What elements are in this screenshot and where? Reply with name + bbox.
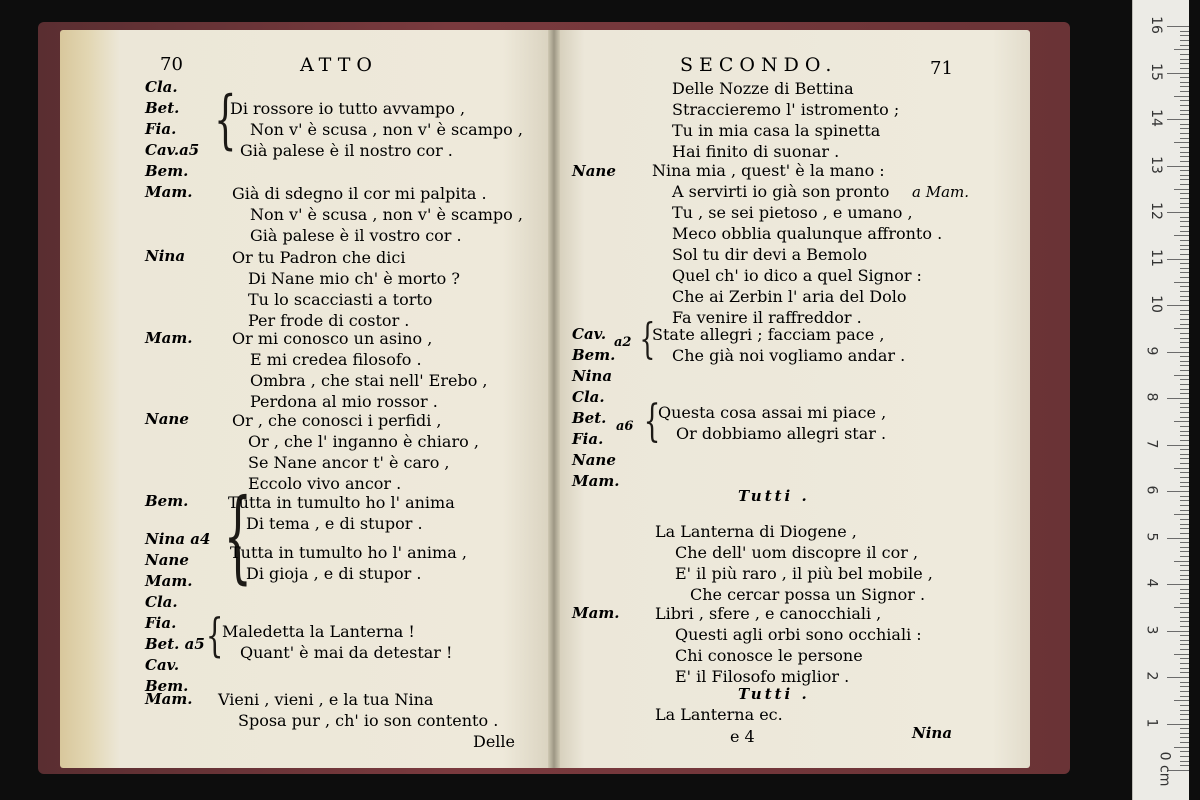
verse-line: Or mi conosco un asino , <box>232 329 433 348</box>
ruler-tick <box>1180 644 1189 645</box>
verse-line: Hai finito di suonar . <box>672 142 840 161</box>
ruler-tick <box>1180 547 1189 548</box>
verse-line: Delle Nozze di Bettina <box>672 79 854 98</box>
ruler-tick <box>1180 482 1189 483</box>
ruler-tick <box>1180 138 1189 139</box>
ruler-tick <box>1180 598 1189 599</box>
speaker-label: Mam. <box>572 604 620 622</box>
ruler-tick <box>1180 254 1189 255</box>
ruler-tick <box>1180 612 1189 613</box>
speaker-label: Nina <box>145 247 186 265</box>
ensemble-brace: { <box>223 477 253 594</box>
ruler-tick <box>1180 324 1189 325</box>
ruler-tick <box>1180 719 1189 720</box>
ruler-label: 1 <box>1143 718 1160 727</box>
verse-line: Tu , se sei pietoso , e umano , <box>672 203 913 222</box>
ruler-tick <box>1167 631 1189 632</box>
verse-line: Quel ch' io dico a quel Signor : <box>672 266 922 285</box>
verse-line: Eccolo vivo ancor . <box>248 474 402 493</box>
ruler-tick <box>1180 310 1189 311</box>
ruler-tick <box>1167 26 1189 27</box>
ruler-tick <box>1180 365 1189 366</box>
ruler-tick <box>1180 384 1189 385</box>
ruler-label: 8 <box>1143 392 1160 402</box>
verse-line: Già palese è il vostro cor . <box>250 226 462 245</box>
verse-line: Che ai Zerbin l' aria del Dolo <box>672 287 907 306</box>
ruler-tick <box>1174 607 1189 608</box>
ruler-tick <box>1180 268 1189 269</box>
verse-line: A servirti io già son pronto <box>672 182 890 201</box>
speaker-label: Cav. <box>572 325 607 343</box>
ruler-tick <box>1180 682 1189 683</box>
ruler-tick <box>1180 556 1189 557</box>
ensemble-brace: { <box>205 608 224 662</box>
ruler-label: 0 cm <box>1156 751 1173 787</box>
verse-line: Per frode di costor . <box>248 311 410 330</box>
ruler-label: 10 <box>1147 295 1164 313</box>
verse-line: Tu lo scacciasti a torto <box>248 290 433 309</box>
ruler-tick <box>1180 496 1189 497</box>
speaker-label: Mam. <box>145 329 193 347</box>
ruler-tick <box>1167 724 1189 725</box>
ruler-tick <box>1180 589 1189 590</box>
ruler-tick <box>1180 110 1189 111</box>
ruler-tick <box>1180 226 1189 227</box>
ruler-tick <box>1180 347 1189 348</box>
ruler-label: 9 <box>1143 346 1160 355</box>
ruler-tick <box>1180 105 1189 106</box>
speaker-label: Bet. <box>145 99 180 117</box>
ruler-tick <box>1180 579 1189 580</box>
ruler-tick <box>1180 314 1189 315</box>
ruler-tick <box>1174 561 1189 562</box>
ruler-tick <box>1180 431 1189 432</box>
ruler-tick <box>1180 91 1189 92</box>
ensemble-brace: { <box>214 83 237 157</box>
speaker-label: Mam. <box>145 690 193 708</box>
ruler-tick <box>1180 277 1189 278</box>
ruler-tick <box>1180 286 1189 287</box>
verse-line: Fa venire il raffreddor . <box>672 308 862 327</box>
ruler-tick <box>1174 142 1189 143</box>
ruler-tick <box>1174 468 1189 469</box>
speaker-label: Fia. <box>145 614 177 632</box>
ruler-tick <box>1180 533 1189 534</box>
ruler-tick <box>1180 393 1189 394</box>
speaker-label: Nina a4 <box>145 530 211 548</box>
speaker-label: Cav. <box>145 656 180 674</box>
verse-line: Non v' è scusa , non v' è scampo , <box>250 120 523 139</box>
speaker-tutti: Tutti . <box>738 487 810 505</box>
ruler-tick <box>1180 463 1189 464</box>
speaker-label: Bem. <box>145 492 189 510</box>
ruler-tick <box>1180 156 1189 157</box>
ruler-tick <box>1180 519 1189 520</box>
ruler-tick <box>1180 565 1189 566</box>
ruler-tick <box>1180 198 1189 199</box>
verse-line: Sol tu dir devi a Bemolo <box>672 245 868 264</box>
ruler-tick <box>1180 245 1189 246</box>
verse-line: Di rossore io tutto avvampo , <box>230 99 466 118</box>
ruler-tick <box>1167 491 1189 492</box>
ruler-tick <box>1180 640 1189 641</box>
verse-line: Vieni , vieni , e la tua Nina <box>218 690 434 709</box>
speaker-label: Fia. <box>145 120 177 138</box>
verse-line: Se Nane ancor t' è caro , <box>248 453 450 472</box>
catchword: Nina <box>912 724 953 742</box>
verse-line: Tutta in tumulto ho l' anima <box>228 493 455 512</box>
ruler-tick <box>1180 389 1189 390</box>
verse-line: Or tu Padron che dici <box>232 248 406 267</box>
ruler-label: 2 <box>1143 671 1160 681</box>
ruler-tick <box>1180 649 1189 650</box>
ruler-tick <box>1180 128 1189 129</box>
verse-line: E' il Filosofo miglior . <box>675 667 850 686</box>
ruler-tick <box>1180 621 1189 622</box>
ruler-tick <box>1180 617 1189 618</box>
ruler-tick <box>1180 733 1189 734</box>
ruler-tick <box>1180 100 1189 101</box>
verse-line: Or , che l' inganno è chiaro , <box>248 432 479 451</box>
ruler-tick <box>1180 714 1189 715</box>
ruler-tick <box>1174 282 1189 283</box>
ruler-tick <box>1180 510 1189 511</box>
verse-line: State allegri ; facciam pace , <box>652 325 885 344</box>
verse-line: Di gioja , e di stupor . <box>246 564 422 583</box>
ruler-tick <box>1180 696 1189 697</box>
ruler-tick <box>1180 231 1189 232</box>
left-running-header: ATTO <box>300 54 378 76</box>
ruler-tick <box>1180 458 1189 459</box>
ruler-tick <box>1167 166 1189 167</box>
ruler-label: 6 <box>1143 485 1160 495</box>
verse-line: Meco obblia qualunque affronto . <box>672 224 943 243</box>
ruler-tick <box>1180 542 1189 543</box>
ruler-tick <box>1180 152 1189 153</box>
catchword: Delle <box>473 732 515 751</box>
ruler-tick <box>1180 379 1189 380</box>
ruler-tick <box>1180 570 1189 571</box>
ruler-tick <box>1180 54 1189 55</box>
ensemble-mark: a2 <box>614 335 632 350</box>
ruler-tick <box>1180 338 1189 339</box>
ruler-tick <box>1180 551 1189 552</box>
verse-line: Straccieremo l' istromento ; <box>672 100 900 119</box>
ruler-tick <box>1180 710 1189 711</box>
ruler-tick <box>1180 440 1189 441</box>
ruler-tick <box>1180 240 1189 241</box>
ruler-tick <box>1180 170 1189 171</box>
ruler-tick <box>1180 300 1189 301</box>
ensemble-mark: a6 <box>616 419 634 434</box>
ruler-tick <box>1180 435 1189 436</box>
verse-line: Or dobbiamo allegri star . <box>676 424 887 443</box>
speaker-label: Fia. <box>572 430 604 448</box>
ruler-tick <box>1174 235 1189 236</box>
verse-line: Libri , sfere , e canocchiali , <box>655 604 882 623</box>
ruler-tick <box>1167 119 1189 120</box>
ruler-tick <box>1180 249 1189 250</box>
speaker-label: Mam. <box>145 572 193 590</box>
verse-line: Perdona al mio rossor . <box>250 392 438 411</box>
speaker-label: Nane <box>145 551 189 569</box>
ruler-tick <box>1180 370 1189 371</box>
verse-line: La Lanterna ec. <box>655 705 783 724</box>
ruler-tick <box>1180 412 1189 413</box>
ruler-label: 7 <box>1143 439 1160 448</box>
ruler-tick <box>1180 319 1189 320</box>
ruler-tick <box>1180 133 1189 134</box>
verse-line: Tu in mia casa la spinetta <box>672 121 881 140</box>
ensemble-brace: { <box>639 314 656 363</box>
ruler-tick <box>1180 417 1189 418</box>
ruler-tick <box>1174 189 1189 190</box>
ruler-tick <box>1180 124 1189 125</box>
speaker-tutti: Tutti . <box>738 685 810 703</box>
ruler-tick <box>1180 207 1189 208</box>
ruler-tick <box>1180 217 1189 218</box>
ruler-tick <box>1180 500 1189 501</box>
ruler-tick <box>1174 514 1189 515</box>
ruler-tick <box>1180 193 1189 194</box>
ruler-tick <box>1180 263 1189 264</box>
ruler-label: 16 <box>1147 16 1164 34</box>
verse-line: Questi agli orbi sono occhiali : <box>675 625 922 644</box>
ruler-tick <box>1180 184 1189 185</box>
ruler-label: 5 <box>1143 532 1160 541</box>
ruler-tick <box>1180 221 1189 222</box>
ruler-tick <box>1180 705 1189 706</box>
ruler-tick <box>1180 82 1189 83</box>
ruler-tick <box>1180 756 1189 757</box>
ruler-tick <box>1180 272 1189 273</box>
ruler-tick <box>1180 486 1189 487</box>
ruler-tick <box>1180 114 1189 115</box>
ruler-tick <box>1180 291 1189 292</box>
ruler-tick <box>1167 538 1189 539</box>
ruler-tick <box>1180 342 1189 343</box>
ruler-tick <box>1180 296 1189 297</box>
ruler-tick <box>1180 179 1189 180</box>
ruler-tick <box>1180 77 1189 78</box>
verse-line: Che già noi vogliamo andar . <box>672 346 906 365</box>
speaker-label: Nane <box>572 162 616 180</box>
ruler-label: 14 <box>1147 109 1164 127</box>
ruler-tick <box>1174 328 1189 329</box>
ruler-tick <box>1174 96 1189 97</box>
verse-line: Or , che conosci i perfidi , <box>232 411 442 430</box>
ruler-tick <box>1174 375 1189 376</box>
ruler-tick <box>1180 403 1189 404</box>
ruler-tick <box>1180 45 1189 46</box>
verse-line: Maledetta la Lanterna ! <box>222 622 415 641</box>
stage-direction: a Mam. <box>912 183 970 201</box>
measuring-ruler <box>1132 0 1189 800</box>
speaker-label: Nina <box>572 367 613 385</box>
ruler-tick <box>1180 524 1189 525</box>
verse-line: Ombra , che stai nell' Erebo , <box>250 371 488 390</box>
speaker-label: Cla. <box>572 388 605 406</box>
ruler-tick <box>1180 663 1189 664</box>
ruler-tick <box>1180 737 1189 738</box>
ruler-tick <box>1167 398 1189 399</box>
ruler-tick <box>1180 765 1189 766</box>
ruler-tick <box>1180 575 1189 576</box>
verse-line: Tutta in tumulto ho l' anima , <box>230 543 467 562</box>
ruler-tick <box>1180 454 1189 455</box>
ruler-tick <box>1180 361 1189 362</box>
ruler-tick <box>1180 63 1189 64</box>
ruler-tick <box>1174 747 1189 748</box>
ruler-tick <box>1180 40 1189 41</box>
ruler-tick <box>1180 686 1189 687</box>
ruler-tick <box>1174 700 1189 701</box>
verse-line: Questa cosa assai mi piace , <box>658 403 887 422</box>
signature-mark: e 4 <box>730 727 755 746</box>
ruler-tick <box>1180 658 1189 659</box>
speaker-label: Bem. <box>145 162 189 180</box>
ruler-tick <box>1180 86 1189 87</box>
verse-line: Di Nane mio ch' è morto ? <box>248 269 460 288</box>
ruler-tick <box>1180 761 1189 762</box>
speaker-label: Bem. <box>145 677 189 695</box>
ruler-label: 12 <box>1147 202 1164 220</box>
right-running-header: SECONDO. <box>680 54 838 76</box>
ruler-tick <box>1180 528 1189 529</box>
ruler-tick <box>1167 352 1189 353</box>
speaker-label: Cla. <box>145 78 178 96</box>
ruler-label: 13 <box>1147 155 1164 174</box>
ruler-tick <box>1167 73 1189 74</box>
ruler-tick <box>1180 668 1189 669</box>
ruler-tick <box>1180 175 1189 176</box>
ruler-label: 3 <box>1143 625 1160 634</box>
ruler-tick <box>1174 654 1189 655</box>
ruler-tick <box>1180 68 1189 69</box>
ruler-tick <box>1180 407 1189 408</box>
verse-line: Quant' è mai da detestar ! <box>240 643 453 662</box>
ruler-tick <box>1180 35 1189 36</box>
ruler-tick <box>1180 161 1189 162</box>
speaker-label: Nane <box>145 410 189 428</box>
ruler-tick <box>1180 691 1189 692</box>
verse-line: Sposa pur , ch' io son contento . <box>238 711 499 730</box>
verse-line: La Lanterna di Diogene , <box>655 522 857 541</box>
speaker-label: Mam. <box>145 183 193 201</box>
ruler-tick <box>1167 212 1189 213</box>
verse-line: Già palese è il nostro cor . <box>240 141 453 160</box>
ruler-tick <box>1180 672 1189 673</box>
verse-line: Nina mia , quest' è la mano : <box>652 161 885 180</box>
ensemble-brace: { <box>643 396 661 447</box>
ruler-tick <box>1180 333 1189 334</box>
ruler-tick <box>1167 259 1189 260</box>
speaker-label: Cav.a5 <box>145 141 200 159</box>
ruler-tick <box>1180 728 1189 729</box>
speaker-label: Cla. <box>145 593 178 611</box>
verse-line: Che dell' uom discopre il cor , <box>675 543 919 562</box>
ruler-tick <box>1180 505 1189 506</box>
ruler-tick <box>1174 49 1189 50</box>
ruler-tick <box>1180 356 1189 357</box>
ruler-tick <box>1180 472 1189 473</box>
ruler-tick <box>1167 584 1189 585</box>
ruler-tick <box>1180 426 1189 427</box>
ruler-label: 11 <box>1147 248 1164 267</box>
ruler-tick <box>1180 593 1189 594</box>
verse-line: E' il più raro , il più bel mobile , <box>675 564 933 583</box>
speaker-label: Bet. <box>572 409 607 427</box>
ruler-tick <box>1167 677 1189 678</box>
ruler-tick <box>1180 603 1189 604</box>
ruler-tick <box>1180 449 1189 450</box>
verse-line: Chi conosce le persone <box>675 646 863 665</box>
ruler-tick <box>1167 305 1189 306</box>
ruler-tick <box>1180 742 1189 743</box>
ruler-tick <box>1180 59 1189 60</box>
book-gutter <box>548 30 560 768</box>
ruler-tick <box>1180 626 1189 627</box>
ruler-tick <box>1180 477 1189 478</box>
verse-line: Già di sdegno il cor mi palpita . <box>232 184 487 203</box>
speaker-label: Nane <box>572 451 616 469</box>
right-page-number: 71 <box>930 58 953 79</box>
ruler-tick <box>1180 635 1189 636</box>
ruler-label: 4 <box>1143 578 1160 588</box>
ruler-tick <box>1180 147 1189 148</box>
verse-line: Di tema , e di stupor . <box>246 514 423 533</box>
ruler-tick <box>1180 203 1189 204</box>
verse-line: Che cercar possa un Signor . <box>690 585 926 604</box>
verse-line: Non v' è scusa , non v' è scampo , <box>250 205 523 224</box>
speaker-label: Bet. a5 <box>145 635 205 653</box>
left-page-number: 70 <box>160 54 183 75</box>
ruler-label: 15 <box>1147 62 1164 81</box>
ruler-tick <box>1167 445 1189 446</box>
verse-line: E mi credea filosofo . <box>250 350 422 369</box>
ruler-tick <box>1180 31 1189 32</box>
ruler-tick <box>1180 751 1189 752</box>
ruler-tick <box>1174 421 1189 422</box>
speaker-label: Mam. <box>572 472 620 490</box>
speaker-label: Bem. <box>572 346 616 364</box>
